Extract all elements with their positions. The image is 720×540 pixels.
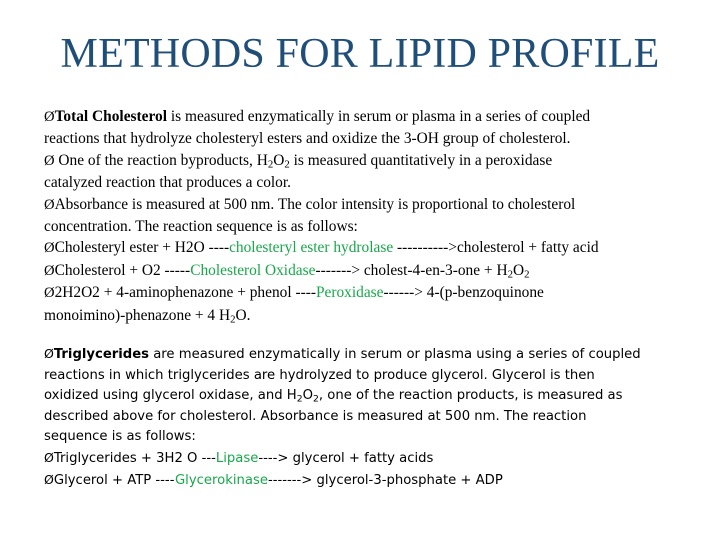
subscript: 2 xyxy=(507,268,513,281)
cholesterol-text: Absorbance is measured at 500 nm. The color intensity is proportional to cholesterol xyxy=(54,195,576,213)
subscript: 2 xyxy=(313,393,319,405)
triglycerides-text: are measured enzymatically in serum or plasma using a series of coupled xyxy=(149,347,641,362)
triglycerides-reaction-2 xyxy=(44,470,704,492)
triglycerides-line-5: sequence is as follows: xyxy=(44,429,196,445)
cholesterol-text: One of the reaction byproducts, H xyxy=(54,151,268,169)
cholesterol-line-5 xyxy=(44,194,704,216)
bullet-arrow-icon: Ø xyxy=(44,152,55,169)
reaction-text: monoimino)-phenazone + 4 H xyxy=(44,306,231,324)
triglycerides-reaction-1 xyxy=(44,448,704,470)
cholesterol-reaction-1 xyxy=(44,237,704,259)
enzyme-name: Cholesterol Oxidase xyxy=(190,261,316,279)
reaction-text: Cholesterol + O2 ----- xyxy=(54,261,191,279)
triglycerides-line-3 xyxy=(44,386,704,407)
reaction-text: Triglycerides + 3H2 O --- xyxy=(53,450,216,466)
bullet-arrow-icon: Ø xyxy=(44,262,55,279)
triglycerides-text: O xyxy=(302,388,313,404)
enzyme-name: Lipase xyxy=(215,450,259,466)
triglycerides-heading: Triglycerides xyxy=(53,347,150,362)
enzyme-name: cholesteryl ester hydrolase xyxy=(229,239,394,257)
reaction-text: ---------->cholesterol + fatty acid xyxy=(393,239,599,257)
cholesterol-text: is measured quantitatively in a peroxidase xyxy=(289,151,553,169)
reaction-text: -------> glycerol-3-phosphate + ADP xyxy=(267,472,503,488)
reaction-text: ------> 4-(p-benzoquinone xyxy=(383,284,544,302)
reaction-text: -------> cholest-4-en-3-one + H xyxy=(315,261,508,279)
subscript: 2 xyxy=(284,158,290,171)
page-title: METHODS FOR LIPID PROFILE xyxy=(60,31,660,77)
reaction-text: O xyxy=(512,261,525,279)
reaction-text: 2H2O2 + 4-aminophenazone + phenol ---- xyxy=(54,284,316,302)
bullet-arrow-icon: Ø xyxy=(44,346,54,361)
bullet-arrow-icon: Ø xyxy=(44,471,54,487)
cholesterol-line-6: concentration. The reaction sequence is as follows: xyxy=(44,218,358,236)
cholesterol-reaction-3-cont xyxy=(44,305,704,326)
reaction-text: Cholesteryl ester + H2O ---- xyxy=(54,239,230,257)
bullet-arrow-icon: Ø xyxy=(44,285,55,302)
bullet-arrow-icon: Ø xyxy=(44,109,55,125)
cholesterol-line-3 xyxy=(44,150,704,172)
bullet-arrow-icon: Ø xyxy=(44,196,55,213)
bullet-arrow-icon: Ø xyxy=(44,449,54,465)
subscript: 2 xyxy=(296,393,303,405)
enzyme-name: Glycerokinase xyxy=(174,472,268,488)
cholesterol-line-4: catalyzed reaction that produces a color. xyxy=(44,174,291,192)
cholesterol-heading: Total Cholesterol xyxy=(54,108,168,125)
subscript: 2 xyxy=(267,158,274,171)
reaction-text: Glycerol + ATP ---- xyxy=(53,472,175,488)
triglycerides-line-1 xyxy=(44,344,704,366)
cholesterol-line-2: reactions that hydrolyze cholesteryl esters and oxidize the 3-OH group of cholesterol. xyxy=(44,130,571,148)
triglycerides-section xyxy=(44,344,704,491)
triglycerides-text: oxidized using glycerol oxidase, and H xyxy=(44,388,297,404)
triglycerides-line-4: described above for cholesterol. Absorbance is measured at 500 nm. The reaction xyxy=(44,408,587,424)
subscript: 2 xyxy=(230,313,236,326)
cholesterol-section xyxy=(44,106,704,326)
cholesterol-text: O xyxy=(273,151,285,169)
subscript: 2 xyxy=(524,268,530,281)
cholesterol-reaction-2 xyxy=(44,260,704,282)
cholesterol-text: is measured enzymatically in serum or plasma in a series of coupled xyxy=(167,108,591,125)
triglycerides-text: , one of the reaction products, is measured as xyxy=(318,388,623,404)
reaction-text: O. xyxy=(235,306,251,324)
triglycerides-line-2: reactions in which triglycerides are hydrolyzed to produce glycerol. Glycerol is then xyxy=(44,367,595,383)
cholesterol-line-1 xyxy=(44,106,704,128)
reaction-text: ----> glycerol + fatty acids xyxy=(258,450,434,466)
cholesterol-reaction-3 xyxy=(44,282,704,304)
bullet-arrow-icon: Ø xyxy=(44,240,55,257)
enzyme-name: Peroxidase xyxy=(315,284,384,302)
